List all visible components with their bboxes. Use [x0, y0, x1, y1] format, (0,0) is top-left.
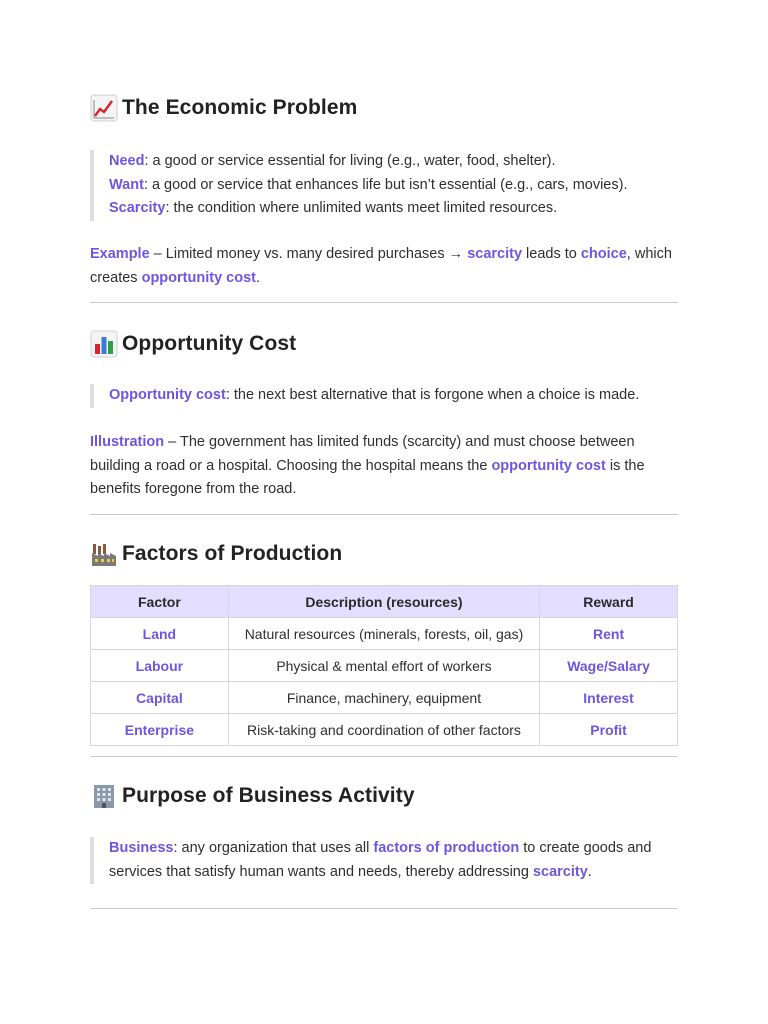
text: – The government has limited funds (scarcity) and must choose between building a road or a hospital. Choosing the hospital means the	[90, 434, 635, 474]
definition-need	[109, 150, 678, 174]
definitions-blockquote	[90, 150, 678, 221]
text: .	[255, 269, 261, 286]
office-building-icon	[90, 782, 118, 810]
description-cell: Physical & mental effort of workers	[228, 650, 539, 682]
table-row	[91, 714, 678, 746]
keyword-scarcity: scarcity	[532, 863, 588, 880]
column-header: Reward	[540, 586, 678, 618]
term-need: Need	[109, 153, 145, 169]
section-title: The Economic Problem	[122, 96, 358, 119]
business-blockquote	[90, 837, 678, 884]
bar-chart-icon	[90, 330, 118, 358]
example-label: Example	[90, 246, 150, 262]
illustration-label: Illustration	[90, 434, 165, 450]
column-header: Factor	[91, 586, 229, 618]
section-heading-factors	[90, 540, 342, 568]
term-opportunity-cost: Opportunity cost	[109, 387, 226, 403]
divider	[90, 908, 678, 909]
definition-text: : a good or service that enhances life but isn’t essential (e.g., cars, movies).	[143, 176, 628, 193]
description-cell: Natural resources (minerals, forests, oil, gas)	[228, 618, 539, 650]
text: .	[587, 863, 592, 880]
reward-cell: Interest	[540, 682, 678, 714]
divider	[90, 756, 678, 757]
reward-cell: Wage/Salary	[540, 650, 678, 682]
table-header-row	[91, 586, 678, 618]
section-title: Opportunity Cost	[122, 332, 297, 355]
factor-cell: Enterprise	[91, 714, 229, 746]
keyword-factors-of-production: factors of production	[373, 840, 520, 856]
section-heading-business	[90, 782, 415, 810]
text: , which creates	[90, 246, 672, 286]
factors-table	[90, 585, 678, 746]
section-heading-opportunity-cost	[90, 330, 296, 358]
keyword-scarcity: scarcity	[467, 246, 523, 262]
factory-icon	[90, 540, 118, 568]
illustration-paragraph	[90, 431, 678, 502]
factor-cell: Labour	[91, 650, 229, 682]
table-row	[91, 618, 678, 650]
text: is the benefits foregone from the road.	[90, 457, 645, 497]
description-cell: Risk-taking and coordination of other factors	[228, 714, 539, 746]
table-row	[91, 682, 678, 714]
definition-text: : the condition where unlimited wants meet limited resources.	[165, 200, 558, 216]
definition-blockquote	[90, 384, 678, 408]
reward-cell: Profit	[540, 714, 678, 746]
column-header: Description (resources)	[228, 586, 539, 618]
definition-text: : a good or service essential for living (e.g., water, food, shelter).	[144, 153, 556, 169]
factor-cell: Capital	[91, 682, 229, 714]
description-cell: Finance, machinery, equipment	[228, 682, 539, 714]
keyword-choice: choice	[580, 246, 627, 262]
text: leads to	[522, 246, 581, 262]
text: to create goods and services that satisfy human wants and needs, thereby addressing	[109, 840, 652, 880]
definition-scarcity	[109, 197, 678, 221]
definition-want	[109, 174, 678, 198]
chart-increasing-icon	[90, 94, 118, 122]
reward-cell: Rent	[540, 618, 678, 650]
term-want: Want	[109, 176, 144, 193]
term-business: Business	[109, 840, 174, 856]
example-paragraph	[90, 243, 678, 290]
section-title: Purpose of Business Activity	[122, 784, 415, 807]
keyword-opportunity-cost: opportunity cost	[141, 269, 256, 286]
divider	[90, 514, 678, 515]
section-title: Factors of Production	[122, 542, 343, 565]
text: – Limited money vs. many desired purchases →	[149, 246, 468, 262]
definition-text: : the next best alternative that is forgone when a choice is made.	[225, 387, 640, 403]
keyword-opportunity-cost: opportunity cost	[491, 457, 606, 474]
text: : any organization that uses all	[173, 840, 374, 856]
section-heading-economic-problem	[90, 94, 357, 122]
factor-cell: Land	[91, 618, 229, 650]
term-scarcity: Scarcity	[109, 200, 166, 216]
table-row	[91, 650, 678, 682]
divider	[90, 302, 678, 303]
